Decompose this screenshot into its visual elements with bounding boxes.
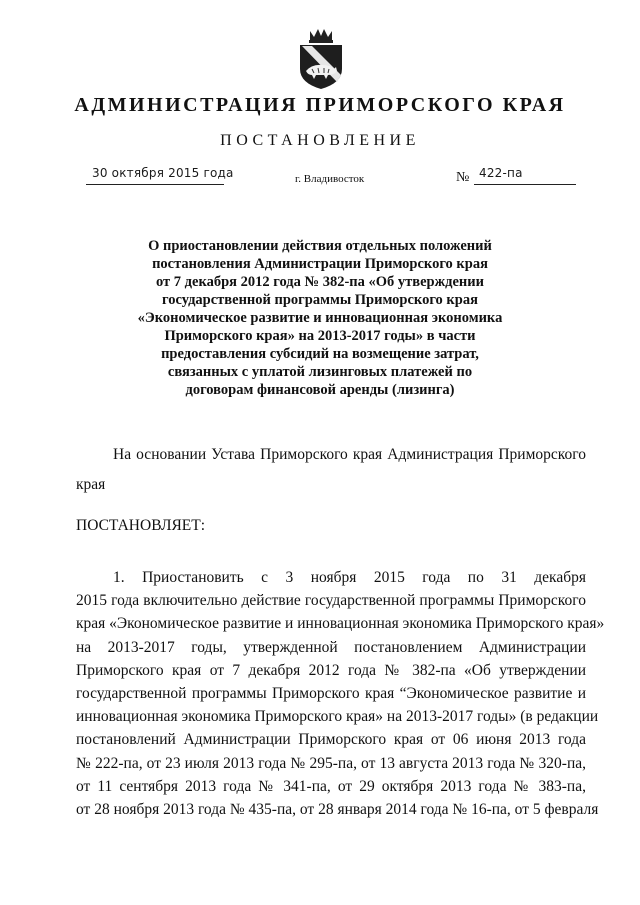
preamble-paragraph xyxy=(76,440,586,500)
document-city: г. Владивосток xyxy=(295,173,365,185)
title-line: О приостановлении действия отдельных положений xyxy=(148,238,492,254)
item-1-paragraph xyxy=(76,566,605,821)
title-line: предоставления субсидий на возмещение затрат, xyxy=(161,346,479,362)
resolves-heading: ПОСТАНОВЛЯЕТ: xyxy=(76,517,206,534)
title-line: «Экономическое развитие и инновационная экономика xyxy=(137,310,503,326)
paragraph-line: постановлений Администрации Приморского края от 06 июня 2013 года xyxy=(76,731,586,749)
title-line: постановления Администрации Приморского края xyxy=(152,256,488,272)
paragraph-line: инновационная экономика Приморского края» на 2013-2017 годы» (в редакции xyxy=(76,708,599,726)
coat-of-arms-icon xyxy=(292,27,350,91)
date-underline xyxy=(86,184,224,185)
paragraph-line: от 28 ноября 2013 года № 435-па, от 28 января 2014 года № 16-па, от 5 февраля xyxy=(76,801,599,819)
document-number: 422-па xyxy=(479,166,523,180)
document-title xyxy=(100,237,540,399)
document-type: ПОСТАНОВЛЕНИЕ xyxy=(220,132,420,149)
preamble-line: края xyxy=(76,476,106,493)
title-line: Приморского края» на 2013-2017 годы» в части xyxy=(164,328,476,344)
paragraph-line: края «Экономическое развитие и инновационная экономика Приморского края» xyxy=(76,615,605,633)
paragraph-line: государственной программы Приморского края “Экономическое развитие и xyxy=(76,685,586,703)
title-line: государственной программы Приморского края xyxy=(162,292,478,308)
document-date: 30 октября 2015 года xyxy=(92,166,234,180)
paragraph-line: на 2013-2017 годы, утвержденной постановлением Администрации xyxy=(76,638,586,656)
paragraph-line: № 222-па, от 23 июля 2013 года № 295-па, от 13 августа 2013 года № 320-па, xyxy=(76,754,586,772)
paragraph-line: Приморского края от 7 декабря 2012 года № 382-па «Об утверждении xyxy=(76,661,586,679)
paragraph-line: от 11 сентября 2013 года № 341-па, от 29 октября 2013 года № 383-па, xyxy=(76,777,586,795)
organization-title: АДМИНИСТРАЦИЯ ПРИМОРСКОГО КРАЯ xyxy=(74,94,566,116)
paragraph-line: 2015 года включительно действие государственной программы Приморского xyxy=(76,592,586,610)
preamble-line: На основании Устава Приморского края Администрация Приморского xyxy=(113,446,586,463)
title-line: связанных с уплатой лизинговых платежей по xyxy=(167,364,473,380)
number-sign: № xyxy=(456,170,470,185)
title-line: договорам финансовой аренды (лизинга) xyxy=(185,382,455,398)
number-underline xyxy=(474,184,576,185)
paragraph-line: 1. Приостановить с 3 ноября 2015 года по 31 декабря xyxy=(113,569,586,586)
title-line: от 7 декабря 2012 года № 382-па «Об утверждении xyxy=(156,274,484,290)
